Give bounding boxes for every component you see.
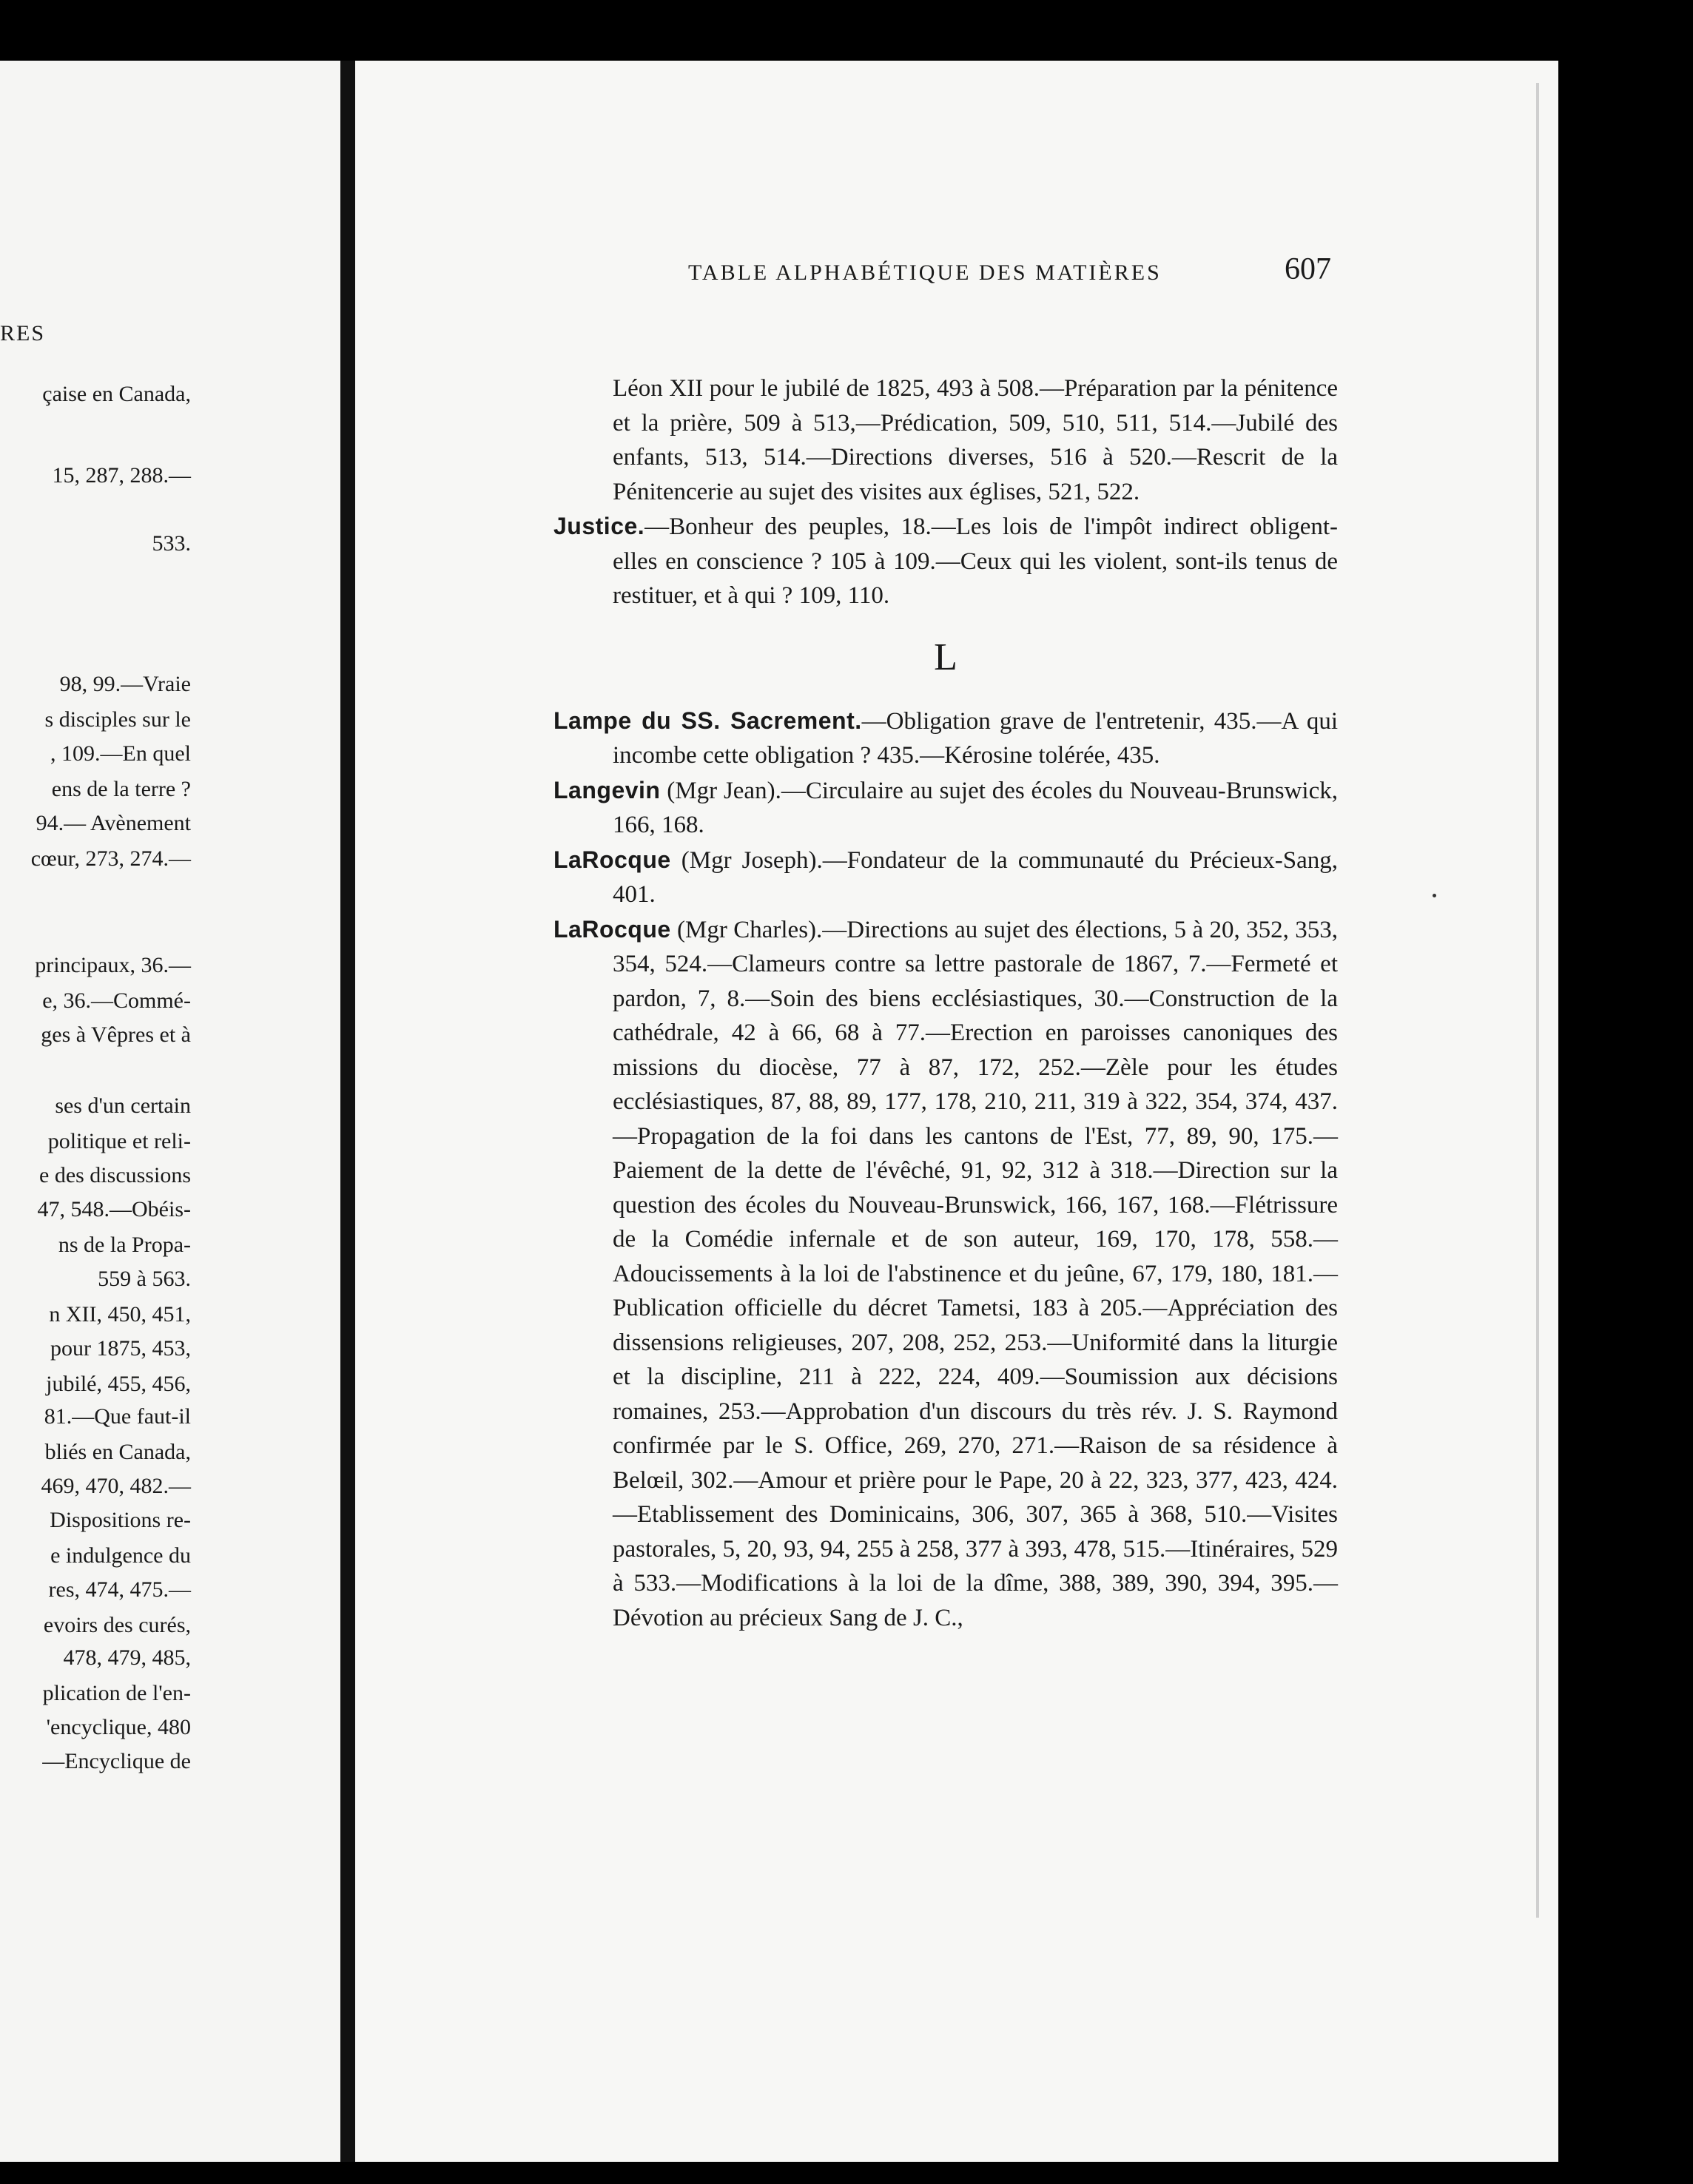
left-page-line: jubilé, 455, 456, [46, 1372, 191, 1396]
left-page-line: —Encyclique de [42, 1749, 191, 1773]
index-entry-larocque-joseph [553, 843, 1338, 912]
left-facing-page [0, 61, 340, 2162]
left-page-line: 81.—Que faut-il [44, 1404, 191, 1429]
left-page-line: evoirs des curés, [43, 1613, 191, 1637]
page-number: 607 [1285, 252, 1331, 286]
left-page-line: ses d'un certain [55, 1093, 191, 1118]
left-page-line: ens de la terre ? [51, 777, 191, 801]
left-page-line: 533. [152, 531, 191, 556]
left-page-line: ges à Vêpres et à [41, 1022, 191, 1047]
left-page-line: ns de la Propa- [58, 1233, 191, 1257]
left-page-line: 15, 287, 288.— [52, 463, 191, 488]
left-page-line: plication de l'en- [42, 1681, 191, 1705]
left-running-head: RES [0, 321, 46, 346]
left-page-line: 47, 548.—Obéis- [37, 1197, 191, 1221]
entry-head: LaRocque [553, 846, 671, 873]
stray-mark [1433, 894, 1436, 897]
entry-head: Lampe du SS. Sacrement. [553, 707, 862, 734]
left-page-line: n XII, 450, 451, [49, 1302, 191, 1327]
gutter [340, 61, 355, 2162]
entry-text: —Fondateur de la communauté du Précieux-Sang, 401. [613, 846, 1338, 908]
index-entry-larocque-charles [553, 912, 1338, 1636]
left-page-line: pour 1875, 453, [50, 1336, 191, 1361]
entry-text: —Obligation grave de l'entretenir, 435.—A qui incombe cette obligation ? 435.—Kérosine tolérée, 435. [613, 707, 1338, 769]
section-letter: L [934, 636, 957, 678]
left-page-line: s disciples sur le [44, 707, 191, 732]
running-head: TABLE ALPHABÉTIQUE DES MATIÈRES [688, 260, 1162, 285]
left-page-line: cœur, 273, 274.— [30, 846, 191, 871]
left-page-line: Dispositions re- [50, 1508, 191, 1532]
entry-head: Justice. [553, 513, 645, 539]
left-page-line: 94.— Avènement [36, 811, 191, 835]
left-page-line: çaise en Canada, [42, 382, 191, 406]
entry-text: —Circulaire au sujet des écoles du Nouveau-Brunswick, 166, 168. [613, 777, 1338, 838]
left-page-line: 478, 479, 485, [63, 1645, 191, 1670]
index-entry-justice [553, 509, 1338, 613]
left-page-line: bliés en Canada, [44, 1440, 191, 1464]
entry-qualifier: (Mgr Charles). [670, 916, 823, 943]
left-page-line: 'encyclique, 480 [46, 1715, 191, 1739]
entry-qualifier: (Mgr Joseph). [670, 846, 823, 874]
left-page-line: principaux, 36.— [35, 953, 191, 977]
left-page-line: e, 36.—Commé- [42, 988, 191, 1013]
left-page-line: res, 474, 475.— [48, 1577, 191, 1602]
left-page-line: 98, 99.—Vraie [59, 672, 191, 696]
entry-text: —Directions au sujet des élections, 5 à 20, 352, 353, 354, 524.—Clameurs contre sa lettre pastorale de 1867, 7.—Fermeté et pardon, 7, 8.—Soin des biens ecclésiastiques, 30.—Construction de la cathédrale, 42 à 66, 68 à 77.—Erection en paroisses canoniques des missions du diocèse, 77 à 87, 172, 252.—Zèle pour les études ecclésiastiques, 87, 88, 89, 177, 178, 210, 211, 319 à 322, 354, 374, 437.—Propagation de la foi dans les cantons de l'Est, 77, 89, 90, 175.—Paiement de la dette de l'évêché, 91, 92, 312 à 318.—Direction sur la question des écoles du Nouveau-Brunswick, 166, 167, 168.—Flétrissure de la Comédie infernale et de son auteur, 169, 170, 178, 558.—Adoucissements à la loi de l'abstinence et du jeûne, 67, 179, 180, 181.—Publication officielle du décret Tametsi, 183 à 205.—Appréciation des dissensions religieuses, 207, 208, 252, 253.—Uniformité dans la liturgie et la discipline, 211 à 222, 224, 409.—Soumission aux décisions romaines, 253.—Approbation d'un discours du très rév. J. S. Raymond confirmée par le S. Office, 269, 270, 271.—Raison de sa résidence à Belœil, 302.—Amour et prière pour le Pape, 20 à 22, 323, 377, 423, 424.—Etablissement des Dominicains, 306, 307, 365 à 368, 510.—Visites pastorales, 5, 20, 93, 94, 255 à 258, 377 à 393, 478, 515.—Itinéraires, 529 à 533.—Modifications à la loi de la dîme, 388, 389, 390, 394, 395.—Dévotion au précieux Sang de J. C., [613, 916, 1338, 1631]
entry-qualifier: (Mgr Jean). [660, 777, 781, 804]
left-page-line: e des discussions [39, 1163, 191, 1187]
entry-text: —Bonheur des peuples, 18.—Les lois de l'impôt indirect obligent-elles en conscience ? 105 à 109.—Ceux qui les violent, sont-ils tenus de restituer, et à qui ? 109, 110. [613, 513, 1338, 609]
left-page-line: e indulgence du [50, 1543, 191, 1568]
continuation-paragraph: Léon XII pour le jubilé de 1825, 493 à 508.—Préparation par la pénitence et la prière, 509 à 513,—Prédication, 509, 510, 511, 514.—Jubilé des enfants, 513, 514.—Directions diverses, 516 à 520.—Rescrit de la Pénitencerie au sujet des visites aux églises, 521, 522. [613, 375, 1338, 505]
left-page-line: , 109.—En quel [50, 741, 191, 766]
page-edge [1536, 83, 1539, 1918]
left-page-line: 469, 470, 482.— [41, 1474, 191, 1498]
entry-head: LaRocque [553, 915, 671, 943]
index-entry-lampe [553, 704, 1338, 773]
entry-head: Langevin [553, 776, 661, 803]
index-entry-langevin [553, 773, 1338, 843]
left-page-line: 559 à 563. [98, 1267, 191, 1291]
index-content [553, 371, 1338, 1635]
left-page-line: politique et reli- [47, 1129, 191, 1153]
